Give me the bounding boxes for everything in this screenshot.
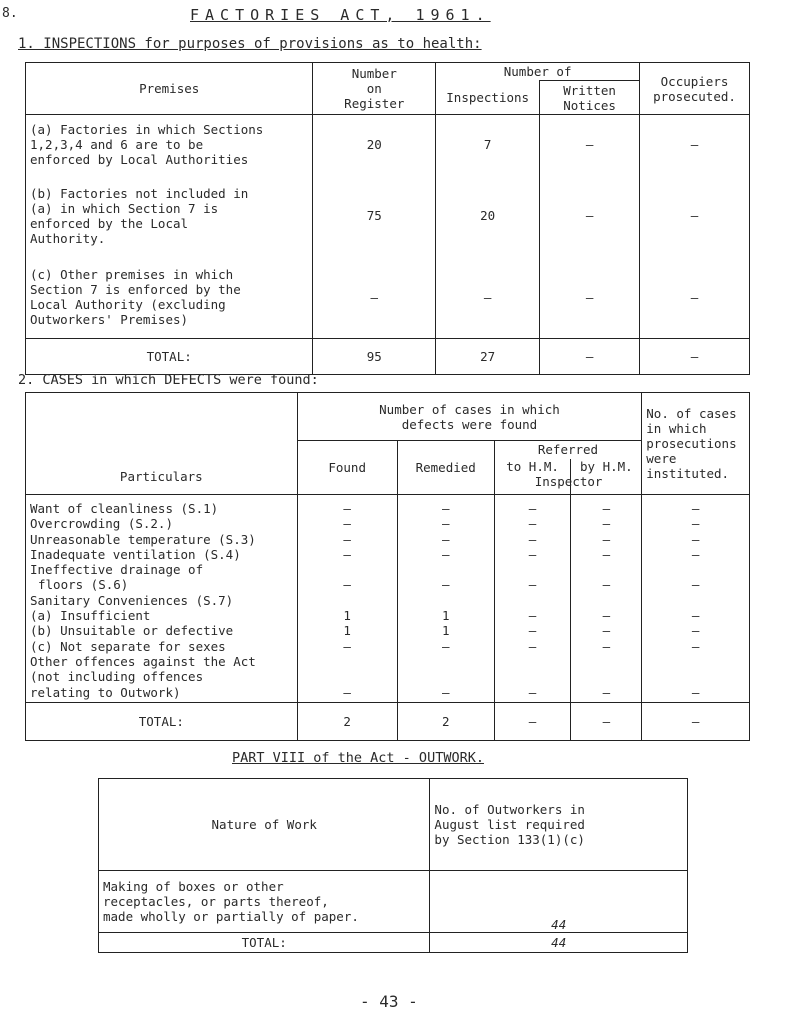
cell: – bbox=[528, 577, 537, 593]
occupiers-value: – bbox=[640, 175, 750, 257]
by-hm-header: by H.M. bbox=[571, 459, 642, 495]
register-value: 20 bbox=[313, 115, 436, 175]
list-item: Other offences against the Act bbox=[30, 653, 256, 669]
total-occupiers: – bbox=[640, 339, 750, 375]
cell: – bbox=[691, 608, 700, 624]
total-label: TOTAL: bbox=[99, 933, 430, 953]
prosecutions-column bbox=[642, 495, 750, 703]
particulars-column bbox=[26, 495, 298, 703]
cell: – bbox=[602, 638, 611, 654]
list-item: Ineffective drainage of bbox=[30, 562, 204, 578]
cell bbox=[646, 562, 745, 577]
cell: – bbox=[602, 516, 611, 532]
cell: – bbox=[343, 501, 351, 516]
list-item: relating to Outwork) bbox=[30, 684, 181, 700]
found-header: Found bbox=[297, 441, 397, 495]
total-label: TOTAL: bbox=[26, 703, 298, 741]
work-count: 44 bbox=[430, 871, 688, 933]
cell: – bbox=[441, 546, 450, 562]
cell: – bbox=[343, 577, 351, 593]
cell bbox=[402, 562, 490, 577]
total-prosecutions: – bbox=[642, 703, 750, 741]
cell: – bbox=[528, 501, 537, 516]
cell: – bbox=[343, 638, 351, 654]
cell: 1 bbox=[343, 623, 351, 639]
number-of-cases-header: Number of cases in which defects were found bbox=[297, 393, 642, 441]
number-of-header: Number of bbox=[436, 63, 640, 81]
cell: – bbox=[441, 684, 450, 700]
cell bbox=[499, 593, 567, 608]
occupiers-value: – bbox=[640, 115, 750, 175]
cell bbox=[499, 654, 567, 669]
cell: – bbox=[528, 608, 537, 624]
inspector-label: Inspector bbox=[534, 473, 603, 489]
cell: – bbox=[528, 531, 537, 547]
cell bbox=[402, 654, 490, 669]
list-item: (not including offences bbox=[30, 669, 204, 685]
cell: – bbox=[602, 531, 611, 547]
cell bbox=[402, 593, 490, 608]
list-item: Inadequate ventilation (S.4) bbox=[30, 546, 241, 562]
inspections-value: – bbox=[436, 257, 540, 339]
cell: – bbox=[528, 638, 537, 654]
list-item: Sanitary Conveniences (S.7) bbox=[30, 592, 234, 608]
cell: – bbox=[691, 501, 700, 516]
to-hm-column bbox=[494, 495, 571, 703]
total-found: 2 bbox=[297, 703, 397, 741]
cell bbox=[499, 669, 567, 684]
list-item: (c) Not separate for sexes bbox=[30, 638, 226, 654]
cell bbox=[499, 562, 567, 577]
list-item: Overcrowding (S.2.) bbox=[30, 516, 173, 532]
inspections-table bbox=[25, 62, 750, 375]
cell: – bbox=[528, 623, 537, 639]
total-count: 44 bbox=[430, 933, 688, 953]
cell bbox=[646, 654, 745, 669]
cell bbox=[575, 669, 637, 684]
cell bbox=[575, 562, 637, 577]
list-item: (b) Unsuitable or defective bbox=[30, 623, 234, 639]
found-column bbox=[297, 495, 397, 703]
cell bbox=[302, 562, 393, 577]
cell: – bbox=[343, 684, 351, 700]
cell: – bbox=[602, 501, 611, 516]
written-notices-header: Written Notices bbox=[540, 81, 640, 115]
cell: – bbox=[441, 577, 450, 593]
list-item: Want of cleanliness (S.1) bbox=[30, 501, 219, 516]
part8-title: PART VIII of the Act - OUTWORK. bbox=[232, 750, 484, 766]
register-value: 75 bbox=[313, 175, 436, 257]
cell bbox=[402, 669, 490, 684]
total-register: 95 bbox=[313, 339, 436, 375]
cell: – bbox=[602, 546, 611, 562]
outworkers-header: No. of Outworkers in August list required by Section 133(1)(c) bbox=[430, 779, 688, 871]
list-item: (a) Insufficient bbox=[30, 608, 151, 624]
prosecutions-header: No. of cases in which prosecutions were instituted. bbox=[642, 393, 750, 495]
cell: 1 bbox=[343, 608, 351, 624]
register-value: – bbox=[313, 257, 436, 339]
remedied-column bbox=[397, 495, 494, 703]
section2-title: 2. CASES in which DEFECTS were found: bbox=[18, 372, 319, 388]
cell: – bbox=[441, 501, 450, 516]
cell bbox=[302, 593, 393, 608]
cell: 1 bbox=[441, 608, 450, 624]
total-by-hm: – bbox=[571, 703, 642, 741]
cell: – bbox=[343, 516, 351, 532]
cell: – bbox=[691, 516, 700, 532]
cell: – bbox=[691, 623, 700, 639]
premises-header: Premises bbox=[26, 63, 313, 115]
cell bbox=[575, 593, 637, 608]
defects-table bbox=[25, 392, 750, 741]
cell: – bbox=[691, 546, 700, 562]
cell: – bbox=[602, 684, 611, 700]
page-title: FACTORIES ACT, 1961. bbox=[190, 6, 491, 24]
cell: – bbox=[528, 684, 537, 700]
cell: – bbox=[602, 577, 611, 593]
to-hm-header: to H.M. Inspector bbox=[494, 459, 571, 495]
total-notices: – bbox=[540, 339, 640, 375]
outwork-table bbox=[98, 778, 688, 953]
premises-row-c: (c) Other premises in which Section 7 is enforced by the Local Authority (excluding Outworkers' Premises) bbox=[26, 257, 313, 339]
inspections-value: 20 bbox=[436, 175, 540, 257]
cell: – bbox=[343, 531, 351, 547]
total-to-hm: – bbox=[494, 703, 571, 741]
cell bbox=[575, 654, 637, 669]
total-remedied: 2 bbox=[397, 703, 494, 741]
section1-title: 1. INSPECTIONS for purposes of provisions as to health: bbox=[18, 36, 482, 52]
cell: – bbox=[441, 638, 450, 654]
cell: – bbox=[691, 684, 700, 700]
cell: – bbox=[691, 638, 700, 654]
notices-value: – bbox=[540, 257, 640, 339]
cell: – bbox=[441, 516, 450, 532]
cell: – bbox=[528, 516, 537, 532]
work-row: Making of boxes or other receptacles, or parts thereof, made wholly or partially of paper. bbox=[99, 871, 430, 933]
remedied-header: Remedied bbox=[397, 441, 494, 495]
cell: – bbox=[691, 577, 700, 593]
cell: – bbox=[602, 608, 611, 624]
list-item: Unreasonable temperature (S.3) bbox=[30, 531, 256, 547]
nature-header: Nature of Work bbox=[99, 779, 430, 871]
on-register-header: Number on Register bbox=[313, 63, 436, 115]
cell: – bbox=[691, 531, 700, 547]
page-number: 8. bbox=[2, 6, 18, 21]
particulars-header: Particulars bbox=[26, 393, 298, 495]
cell: – bbox=[343, 546, 351, 562]
cell bbox=[646, 593, 745, 608]
referred-header: Referred bbox=[494, 441, 642, 459]
total-label: TOTAL: bbox=[26, 339, 313, 375]
cell bbox=[646, 669, 745, 684]
inspections-value: 7 bbox=[436, 115, 540, 175]
notices-value: – bbox=[540, 175, 640, 257]
cell bbox=[302, 654, 393, 669]
by-hm-column bbox=[571, 495, 642, 703]
cell: – bbox=[441, 531, 450, 547]
cell bbox=[302, 669, 393, 684]
cell: – bbox=[528, 546, 537, 562]
premises-row-b: (b) Factories not included in (a) in which Section 7 is enforced by the Local Authority. bbox=[26, 175, 313, 257]
cell: – bbox=[602, 623, 611, 639]
premises-row-a: (a) Factories in which Sections 1,2,3,4 and 6 are to be enforced by Local Authorities bbox=[26, 115, 313, 175]
list-item: floors (S.6) bbox=[38, 577, 129, 593]
cell: 1 bbox=[441, 623, 450, 639]
total-inspections: 27 bbox=[436, 339, 540, 375]
occupiers-value: – bbox=[640, 257, 750, 339]
notices-value: – bbox=[540, 115, 640, 175]
occupiers-header: Occupiers prosecuted. bbox=[640, 63, 750, 115]
page-footer: - 43 - bbox=[360, 992, 418, 1011]
inspections-header: Inspections bbox=[436, 81, 540, 115]
